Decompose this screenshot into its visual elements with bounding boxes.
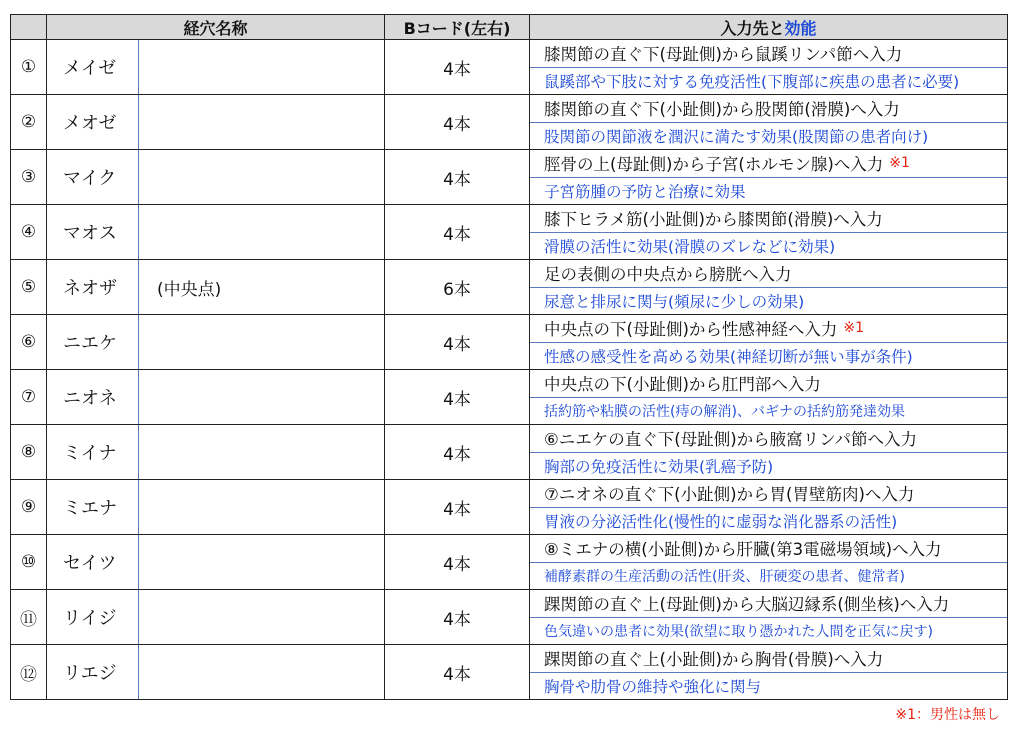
destination-cell (530, 260, 1008, 315)
row-number: ③ (11, 150, 47, 205)
input-route-text: 足の表側の中央点から膀胱へ入力 (544, 265, 792, 285)
effect-text: 括約筋や粘膜の活性(痔の解消)、バギナの括約筋発達効果 (544, 403, 905, 420)
acupoint-extra (139, 315, 385, 370)
acupoint-extra: (中央点) (139, 260, 385, 315)
row-number: ⑫ (11, 645, 47, 700)
effect-text: 性感の感受性を高める効果(神経切断が無い事が条件) (544, 347, 913, 366)
acupoint-extra (139, 150, 385, 205)
input-route-text: 踝関節の直ぐ上(小趾側)から胸骨(骨膜)へ入力 (544, 650, 884, 670)
acupoint-extra (139, 40, 385, 95)
destination-cell (530, 205, 1008, 260)
row-number: ⑦ (11, 370, 47, 425)
input-route (530, 535, 1007, 563)
input-route (530, 40, 1007, 68)
input-route-text: 脛骨の上(母趾側)から子宮(ホルモン腺)へ入力 (544, 155, 884, 175)
row-number: ⑥ (11, 315, 47, 370)
acupoint-name: メオゼ (47, 95, 139, 150)
effect-text: 胸骨や肋骨の維持や強化に関与 (544, 677, 762, 696)
table-row (11, 645, 1008, 700)
acupoint-name: ネオザ (47, 260, 139, 315)
table-row (11, 205, 1008, 260)
header-destination-suffix: 効能 (784, 18, 817, 38)
acupoint-extra (139, 590, 385, 645)
input-route (530, 150, 1007, 178)
input-route (530, 370, 1007, 398)
acupoint-extra (139, 205, 385, 260)
input-route-text: 中央点の下(母趾側)から性感神経へ入力 (544, 320, 838, 340)
b-code-count: 4本 (385, 535, 530, 590)
acupoint-name: リエジ (47, 645, 139, 700)
effect-text: 尿意と排尿に関与(頻尿に少しの効果) (544, 292, 805, 311)
row-number: ① (11, 40, 47, 95)
acupoint-name: メイゼ (47, 40, 139, 95)
footnote: ※1：男性は無し (895, 707, 1000, 723)
effect-text: 股関節の関節液を潤沢に満たす効果(股関節の患者向け) (544, 127, 929, 146)
table-row (11, 95, 1008, 150)
input-route-text: 踝関節の直ぐ上(母趾側)から大脳辺縁系(側坐核)へ入力 (544, 595, 950, 615)
acupoint-name: マイク (47, 150, 139, 205)
row-number: ⑩ (11, 535, 47, 590)
note-mark: ※1 (889, 155, 910, 172)
effect-text: 鼠蹊部や下肢に対する免疫活性(下腹部に疾患の患者に必要) (544, 72, 960, 91)
destination-cell (530, 95, 1008, 150)
destination-cell (530, 480, 1008, 535)
destination-cell (530, 370, 1008, 425)
header-destination (530, 15, 1008, 40)
destination-cell (530, 315, 1008, 370)
input-route (530, 480, 1007, 508)
effect-text: 補酵素群の生産活動の活性(肝炎、肝硬変の患者、健常者) (544, 568, 905, 585)
table-row (11, 590, 1008, 645)
destination-cell (530, 425, 1008, 480)
header-num (11, 15, 47, 40)
destination-cell (530, 590, 1008, 645)
table-row (11, 40, 1008, 95)
table-row (11, 480, 1008, 535)
input-route (530, 260, 1007, 288)
row-number: ⑪ (11, 590, 47, 645)
b-code-count: 4本 (385, 645, 530, 700)
acupoint-name: マオス (47, 205, 139, 260)
input-route (530, 205, 1007, 233)
table-row (11, 425, 1008, 480)
b-code-count: 4本 (385, 425, 530, 480)
input-route (530, 425, 1007, 453)
acupoint-extra (139, 95, 385, 150)
acupoint-name: ミイナ (47, 425, 139, 480)
header-code: Bコード(左右) (385, 15, 530, 40)
acupoint-name: ニオネ (47, 370, 139, 425)
row-number: ② (11, 95, 47, 150)
input-route-text: 膝下ヒラメ筋(小趾側)から膝関節(滑膜)へ入力 (544, 210, 883, 230)
destination-cell (530, 645, 1008, 700)
b-code-count: 4本 (385, 480, 530, 535)
destination-cell (530, 40, 1008, 95)
effect-text: 胸部の免疫活性に効果(乳癌予防) (544, 457, 774, 476)
effect-text: 滑膜の活性に効果(滑膜のズレなどに効果) (544, 237, 836, 256)
note-mark: ※1 (843, 320, 865, 337)
b-code-count: 4本 (385, 150, 530, 205)
table-row (11, 260, 1008, 315)
acupoint-name: リイジ (47, 590, 139, 645)
b-code-count: 4本 (385, 590, 530, 645)
effect-text: 色気違いの患者に効果(欲望に取り憑かれた人間を正気に戻す) (544, 623, 933, 640)
row-number: ⑧ (11, 425, 47, 480)
acupoint-extra (139, 645, 385, 700)
row-number: ⑤ (11, 260, 47, 315)
b-code-count: 4本 (385, 370, 530, 425)
input-route-text: ⑧ミエナの横(小趾側)から肝臓(第3電磁場領域)へ入力 (544, 540, 942, 560)
input-route-text: 中央点の下(小趾側)から肛門部へ入力 (544, 375, 821, 395)
input-route (530, 95, 1007, 123)
b-code-count: 4本 (385, 95, 530, 150)
input-route-text: 膝関節の直ぐ下(小趾側)から股関節(滑膜)へ入力 (544, 100, 900, 120)
b-code-count: 4本 (385, 315, 530, 370)
effect-text: 子宮筋腫の予防と治療に効果 (544, 182, 746, 201)
acupoint-name: ミエナ (47, 480, 139, 535)
table-row (11, 150, 1008, 205)
input-route-text: ⑥ニエケの直ぐ下(母趾側)から腋窩リンパ節へ入力 (544, 430, 918, 450)
header-destination-prefix: 入力先と (720, 18, 785, 38)
acupoint-extra (139, 535, 385, 590)
acupoint-extra (139, 480, 385, 535)
table-row (11, 535, 1008, 590)
input-route (530, 315, 1007, 343)
table-row (11, 370, 1008, 425)
input-route (530, 645, 1007, 673)
acupoint-extra (139, 425, 385, 480)
row-number: ⑨ (11, 480, 47, 535)
table-row (11, 315, 1008, 370)
acupoint-name: セイツ (47, 535, 139, 590)
destination-cell (530, 150, 1008, 205)
header-row (11, 15, 1008, 40)
acupoint-table (10, 14, 1008, 700)
effect-text: 胃液の分泌活性化(慢性的に虚弱な消化器系の活性) (544, 512, 898, 531)
b-code-count: 4本 (385, 205, 530, 260)
input-route (530, 590, 1007, 618)
acupoint-extra (139, 370, 385, 425)
acupoint-name: ニエケ (47, 315, 139, 370)
header-name: 経穴名称 (47, 15, 385, 40)
b-code-count: 4本 (385, 40, 530, 95)
row-number: ④ (11, 205, 47, 260)
b-code-count: 6本 (385, 260, 530, 315)
input-route-text: ⑦ニオネの直ぐ下(小趾側)から胃(胃壁筋肉)へ入力 (544, 485, 915, 505)
destination-cell (530, 535, 1008, 590)
input-route-text: 膝関節の直ぐ下(母趾側)から鼠蹊リンパ節へ入力 (544, 45, 903, 65)
